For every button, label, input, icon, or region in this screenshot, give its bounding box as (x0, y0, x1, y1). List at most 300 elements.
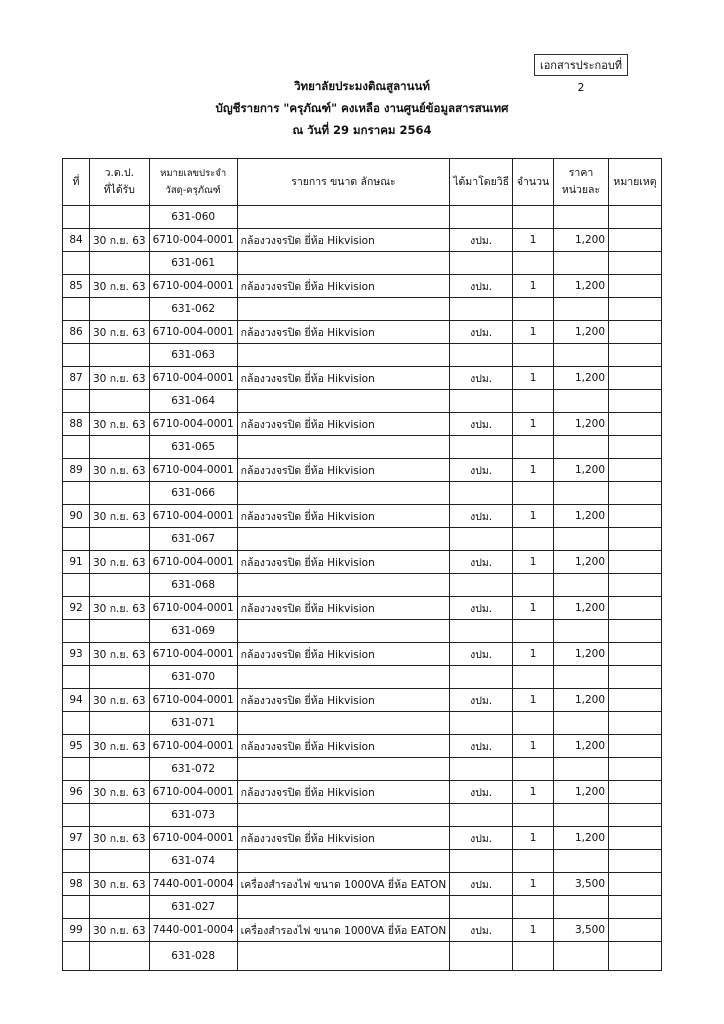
cell-empty (237, 758, 450, 781)
cell-empty (90, 758, 150, 781)
cell-empty (609, 942, 662, 971)
cell-method: งปม. (450, 275, 513, 298)
cell-quantity: 1 (513, 873, 554, 896)
table-row (63, 367, 662, 390)
subcode-row (63, 804, 662, 827)
table-row (63, 321, 662, 344)
cell-note (609, 873, 662, 896)
cell-empty (63, 528, 90, 551)
cell-no: 89 (63, 459, 90, 482)
cell-quantity: 1 (513, 643, 554, 666)
cell-code: 6710-004-0001 (149, 459, 237, 482)
cell-price: 1,200 (554, 229, 609, 252)
cell-empty (609, 620, 662, 643)
cell-code: 7440-001-0004 (149, 919, 237, 942)
cell-empty (450, 942, 513, 971)
cell-date: 30 ก.ย. 63 (90, 367, 150, 390)
cell-empty (513, 850, 554, 873)
cell-empty (237, 482, 450, 505)
cell-empty (513, 620, 554, 643)
col-header-price (554, 159, 609, 206)
col-header-date (90, 159, 150, 206)
table-row (63, 597, 662, 620)
cell-note (609, 689, 662, 712)
subcode-row (63, 528, 662, 551)
cell-code: 6710-004-0001 (149, 689, 237, 712)
cell-code: 6710-004-0001 (149, 229, 237, 252)
cell-date: 30 ก.ย. 63 (90, 873, 150, 896)
cell-empty (63, 758, 90, 781)
cell-code: 6710-004-0001 (149, 321, 237, 344)
cell-note (609, 735, 662, 758)
cell-empty (513, 390, 554, 413)
cell-empty (554, 206, 609, 229)
cell-date: 30 ก.ย. 63 (90, 413, 150, 436)
cell-quantity: 1 (513, 781, 554, 804)
cell-subcode: 631-060 (149, 206, 237, 229)
cell-subcode: 631-061 (149, 252, 237, 275)
cell-empty (450, 574, 513, 597)
cell-method: งปม. (450, 229, 513, 252)
cell-empty (450, 896, 513, 919)
col-header-code-line2: วัสดุ-ครุภัณฑ์ (165, 185, 221, 196)
cell-empty (609, 528, 662, 551)
cell-price: 1,200 (554, 413, 609, 436)
cell-empty (450, 712, 513, 735)
subcode-row (63, 896, 662, 919)
cell-empty (237, 804, 450, 827)
cell-description: เครื่องสำรองไฟ ขนาด 1000VA ยี่ห้อ EATON (237, 919, 450, 942)
cell-empty (450, 528, 513, 551)
cell-empty (554, 252, 609, 275)
cell-empty (90, 620, 150, 643)
cell-no: 88 (63, 413, 90, 436)
cell-empty (90, 482, 150, 505)
cell-description: กล้องวงจรปิด ยี่ห้อ Hikvision (237, 413, 450, 436)
cell-no: 92 (63, 597, 90, 620)
cell-description: กล้องวงจรปิด ยี่ห้อ Hikvision (237, 275, 450, 298)
cell-price: 1,200 (554, 689, 609, 712)
cell-empty (609, 206, 662, 229)
cell-empty (90, 896, 150, 919)
cell-empty (513, 252, 554, 275)
col-header-price-line1: ราคา (568, 167, 594, 179)
cell-empty (237, 344, 450, 367)
cell-empty (63, 804, 90, 827)
cell-empty (609, 344, 662, 367)
cell-empty (554, 574, 609, 597)
cell-subcode: 631-068 (149, 574, 237, 597)
cell-empty (63, 574, 90, 597)
cell-empty (237, 712, 450, 735)
cell-empty (513, 804, 554, 827)
cell-subcode: 631-063 (149, 344, 237, 367)
cell-note (609, 413, 662, 436)
cell-note (609, 459, 662, 482)
cell-empty (237, 620, 450, 643)
cell-description: กล้องวงจรปิด ยี่ห้อ Hikvision (237, 781, 450, 804)
cell-empty (63, 620, 90, 643)
cell-empty (513, 758, 554, 781)
cell-empty (90, 712, 150, 735)
cell-description: กล้องวงจรปิด ยี่ห้อ Hikvision (237, 551, 450, 574)
cell-no: 98 (63, 873, 90, 896)
cell-subcode: 631-067 (149, 528, 237, 551)
cell-empty (237, 574, 450, 597)
cell-empty (513, 436, 554, 459)
cell-empty (63, 712, 90, 735)
cell-empty (513, 206, 554, 229)
cell-note (609, 827, 662, 850)
cell-empty (237, 252, 450, 275)
cell-note (609, 597, 662, 620)
cell-code: 7440-001-0004 (149, 873, 237, 896)
list-title: บัญชีรายการ "ครุภัณฑ์" คงเหลือ งานศูนย์ข้อมูลสารสนเทศ (215, 101, 509, 115)
cell-note (609, 367, 662, 390)
cell-empty (450, 758, 513, 781)
cell-empty (513, 712, 554, 735)
cell-price: 1,200 (554, 781, 609, 804)
cell-no: 86 (63, 321, 90, 344)
subcode-row (63, 666, 662, 689)
cell-price: 1,200 (554, 459, 609, 482)
cell-empty (90, 574, 150, 597)
subcode-row (63, 712, 662, 735)
cell-empty (90, 436, 150, 459)
cell-empty (554, 758, 609, 781)
cell-price: 3,500 (554, 919, 609, 942)
cell-price: 1,200 (554, 735, 609, 758)
cell-empty (237, 298, 450, 321)
cell-code: 6710-004-0001 (149, 413, 237, 436)
cell-date: 30 ก.ย. 63 (90, 597, 150, 620)
cell-subcode: 631-027 (149, 896, 237, 919)
cell-quantity: 1 (513, 735, 554, 758)
subcode-row (63, 850, 662, 873)
cell-empty (90, 528, 150, 551)
subcode-row (63, 620, 662, 643)
cell-empty (450, 436, 513, 459)
cell-price: 1,200 (554, 505, 609, 528)
cell-empty (63, 344, 90, 367)
cell-empty (450, 482, 513, 505)
cell-description: กล้องวงจรปิด ยี่ห้อ Hikvision (237, 229, 450, 252)
cell-empty (513, 528, 554, 551)
cell-date: 30 ก.ย. 63 (90, 321, 150, 344)
cell-empty (63, 390, 90, 413)
table-row (63, 413, 662, 436)
cell-price: 1,200 (554, 367, 609, 390)
cell-empty (90, 298, 150, 321)
cell-empty (237, 850, 450, 873)
cell-code: 6710-004-0001 (149, 781, 237, 804)
table-row (63, 827, 662, 850)
cell-code: 6710-004-0001 (149, 275, 237, 298)
as-of-date: ณ วันที่ 29 มกราคม 2564 (292, 123, 432, 137)
cell-no: 85 (63, 275, 90, 298)
cell-empty (63, 896, 90, 919)
cell-empty (63, 850, 90, 873)
cell-empty (237, 528, 450, 551)
col-header-note: หมายเหตุ (609, 159, 662, 206)
cell-price: 1,200 (554, 643, 609, 666)
cell-method: งปม. (450, 505, 513, 528)
cell-empty (450, 804, 513, 827)
cell-empty (237, 206, 450, 229)
cell-empty (554, 804, 609, 827)
cell-method: งปม. (450, 919, 513, 942)
cell-method: งปม. (450, 873, 513, 896)
subcode-row (63, 390, 662, 413)
cell-empty (450, 298, 513, 321)
cell-empty (450, 666, 513, 689)
cell-description: กล้องวงจรปิด ยี่ห้อ Hikvision (237, 505, 450, 528)
cell-date: 30 ก.ย. 63 (90, 689, 150, 712)
cell-note (609, 321, 662, 344)
cell-description: กล้องวงจรปิด ยี่ห้อ Hikvision (237, 367, 450, 390)
cell-price: 1,200 (554, 321, 609, 344)
subcode-row (63, 482, 662, 505)
cell-method: งปม. (450, 689, 513, 712)
cell-note (609, 781, 662, 804)
table-header-row (63, 159, 662, 206)
cell-code: 6710-004-0001 (149, 505, 237, 528)
cell-quantity: 1 (513, 275, 554, 298)
cell-empty (513, 482, 554, 505)
cell-method: งปม. (450, 827, 513, 850)
table-row (63, 229, 662, 252)
cell-code: 6710-004-0001 (149, 367, 237, 390)
cell-empty (609, 390, 662, 413)
cell-subcode: 631-062 (149, 298, 237, 321)
cell-empty (63, 942, 90, 971)
col-header-description: รายการ ขนาด ลักษณะ (237, 159, 450, 206)
cell-code: 6710-004-0001 (149, 827, 237, 850)
cell-method: งปม. (450, 321, 513, 344)
subcode-row (63, 252, 662, 275)
cell-empty (554, 482, 609, 505)
cell-quantity: 1 (513, 229, 554, 252)
table-row (63, 781, 662, 804)
col-header-no: ที่ (63, 159, 90, 206)
cell-empty (554, 620, 609, 643)
cell-subcode: 631-070 (149, 666, 237, 689)
table-row (63, 735, 662, 758)
cell-empty (554, 896, 609, 919)
cell-empty (554, 712, 609, 735)
subcode-row (63, 344, 662, 367)
cell-empty (609, 252, 662, 275)
cell-note (609, 505, 662, 528)
cell-no: 94 (63, 689, 90, 712)
cell-empty (90, 206, 150, 229)
cell-note (609, 643, 662, 666)
cell-subcode: 631-073 (149, 804, 237, 827)
col-header-method: ได้มาโดยวิธี (450, 159, 513, 206)
cell-empty (554, 942, 609, 971)
cell-empty (609, 712, 662, 735)
cell-date: 30 ก.ย. 63 (90, 275, 150, 298)
cell-empty (90, 252, 150, 275)
cell-empty (63, 482, 90, 505)
cell-quantity: 1 (513, 827, 554, 850)
cell-empty (63, 252, 90, 275)
cell-note (609, 229, 662, 252)
cell-note (609, 919, 662, 942)
cell-empty (90, 942, 150, 971)
cell-date: 30 ก.ย. 63 (90, 827, 150, 850)
cell-quantity: 1 (513, 367, 554, 390)
cell-quantity: 1 (513, 321, 554, 344)
cell-subcode: 631-066 (149, 482, 237, 505)
cell-empty (237, 666, 450, 689)
cell-empty (609, 298, 662, 321)
cell-no: 87 (63, 367, 90, 390)
cell-empty (609, 758, 662, 781)
cell-empty (513, 896, 554, 919)
cell-empty (237, 896, 450, 919)
cell-quantity: 1 (513, 505, 554, 528)
cell-price: 1,200 (554, 275, 609, 298)
cell-empty (90, 850, 150, 873)
cell-empty (554, 298, 609, 321)
cell-no: 93 (63, 643, 90, 666)
cell-empty (237, 436, 450, 459)
cell-code: 6710-004-0001 (149, 597, 237, 620)
subcode-row (63, 574, 662, 597)
cell-quantity: 1 (513, 551, 554, 574)
cell-empty (554, 436, 609, 459)
cell-empty (450, 620, 513, 643)
cell-note (609, 551, 662, 574)
cell-quantity: 1 (513, 919, 554, 942)
table-row (63, 689, 662, 712)
cell-empty (63, 436, 90, 459)
asset-table (62, 158, 662, 971)
table-row (63, 505, 662, 528)
cell-date: 30 ก.ย. 63 (90, 505, 150, 528)
col-header-date-line2: ที่ได้รับ (103, 184, 135, 196)
cell-empty (554, 528, 609, 551)
subcode-row (63, 298, 662, 321)
cell-description: กล้องวงจรปิด ยี่ห้อ Hikvision (237, 827, 450, 850)
cell-subcode: 631-065 (149, 436, 237, 459)
cell-empty (554, 666, 609, 689)
cell-code: 6710-004-0001 (149, 735, 237, 758)
cell-subcode: 631-071 (149, 712, 237, 735)
cell-no: 90 (63, 505, 90, 528)
table-row (63, 551, 662, 574)
col-header-code (149, 159, 237, 206)
table-body (63, 206, 662, 971)
cell-no: 96 (63, 781, 90, 804)
cell-empty (90, 390, 150, 413)
cell-date: 30 ก.ย. 63 (90, 459, 150, 482)
cell-empty (90, 344, 150, 367)
cell-empty (63, 298, 90, 321)
cell-date: 30 ก.ย. 63 (90, 229, 150, 252)
cell-empty (63, 206, 90, 229)
cell-no: 97 (63, 827, 90, 850)
col-header-price-line2: หน่วยละ (561, 184, 601, 196)
subcode-row (63, 942, 662, 971)
cell-empty (609, 666, 662, 689)
cell-quantity: 1 (513, 459, 554, 482)
cell-price: 1,200 (554, 827, 609, 850)
cell-method: งปม. (450, 643, 513, 666)
cell-subcode: 631-069 (149, 620, 237, 643)
subcode-row (63, 206, 662, 229)
col-header-date-line1: ว.ด.ป. (104, 167, 134, 179)
table-row (63, 919, 662, 942)
cell-price: 3,500 (554, 873, 609, 896)
cell-empty (513, 574, 554, 597)
table-row (63, 459, 662, 482)
cell-price: 1,200 (554, 597, 609, 620)
table-row (63, 275, 662, 298)
cell-method: งปม. (450, 367, 513, 390)
cell-date: 30 ก.ย. 63 (90, 551, 150, 574)
cell-no: 95 (63, 735, 90, 758)
cell-empty (609, 574, 662, 597)
cell-method: งปม. (450, 551, 513, 574)
cell-method: งปม. (450, 781, 513, 804)
cell-description: กล้องวงจรปิด ยี่ห้อ Hikvision (237, 689, 450, 712)
cell-empty (90, 666, 150, 689)
cell-empty (609, 850, 662, 873)
cell-subcode: 631-072 (149, 758, 237, 781)
cell-empty (450, 850, 513, 873)
cell-code: 6710-004-0001 (149, 643, 237, 666)
subcode-row (63, 436, 662, 459)
cell-empty (513, 298, 554, 321)
cell-description: กล้องวงจรปิด ยี่ห้อ Hikvision (237, 321, 450, 344)
cell-empty (554, 390, 609, 413)
cell-empty (554, 850, 609, 873)
cell-no: 84 (63, 229, 90, 252)
cell-date: 30 ก.ย. 63 (90, 919, 150, 942)
cell-subcode: 631-074 (149, 850, 237, 873)
document-reference-box: เอกสารประกอบที่ 2 (534, 54, 628, 76)
cell-empty (90, 804, 150, 827)
subcode-row (63, 758, 662, 781)
cell-empty (513, 344, 554, 367)
cell-description: เครื่องสำรองไฟ ขนาด 1000VA ยี่ห้อ EATON (237, 873, 450, 896)
table-row (63, 873, 662, 896)
cell-code: 6710-004-0001 (149, 551, 237, 574)
cell-quantity: 1 (513, 413, 554, 436)
cell-method: งปม. (450, 597, 513, 620)
cell-empty (450, 344, 513, 367)
cell-date: 30 ก.ย. 63 (90, 781, 150, 804)
cell-quantity: 1 (513, 597, 554, 620)
cell-empty (237, 390, 450, 413)
cell-method: งปม. (450, 735, 513, 758)
cell-empty (513, 666, 554, 689)
cell-description: กล้องวงจรปิด ยี่ห้อ Hikvision (237, 643, 450, 666)
cell-empty (513, 942, 554, 971)
cell-empty (554, 344, 609, 367)
institution-title: วิทยาลัยประมงติณสูลานนท์ (294, 79, 430, 93)
cell-no: 91 (63, 551, 90, 574)
cell-quantity: 1 (513, 689, 554, 712)
cell-empty (450, 252, 513, 275)
table-row (63, 643, 662, 666)
cell-empty (237, 942, 450, 971)
cell-date: 30 ก.ย. 63 (90, 643, 150, 666)
col-header-code-line1: หมายเลขประจำ (160, 168, 227, 179)
cell-description: กล้องวงจรปิด ยี่ห้อ Hikvision (237, 459, 450, 482)
